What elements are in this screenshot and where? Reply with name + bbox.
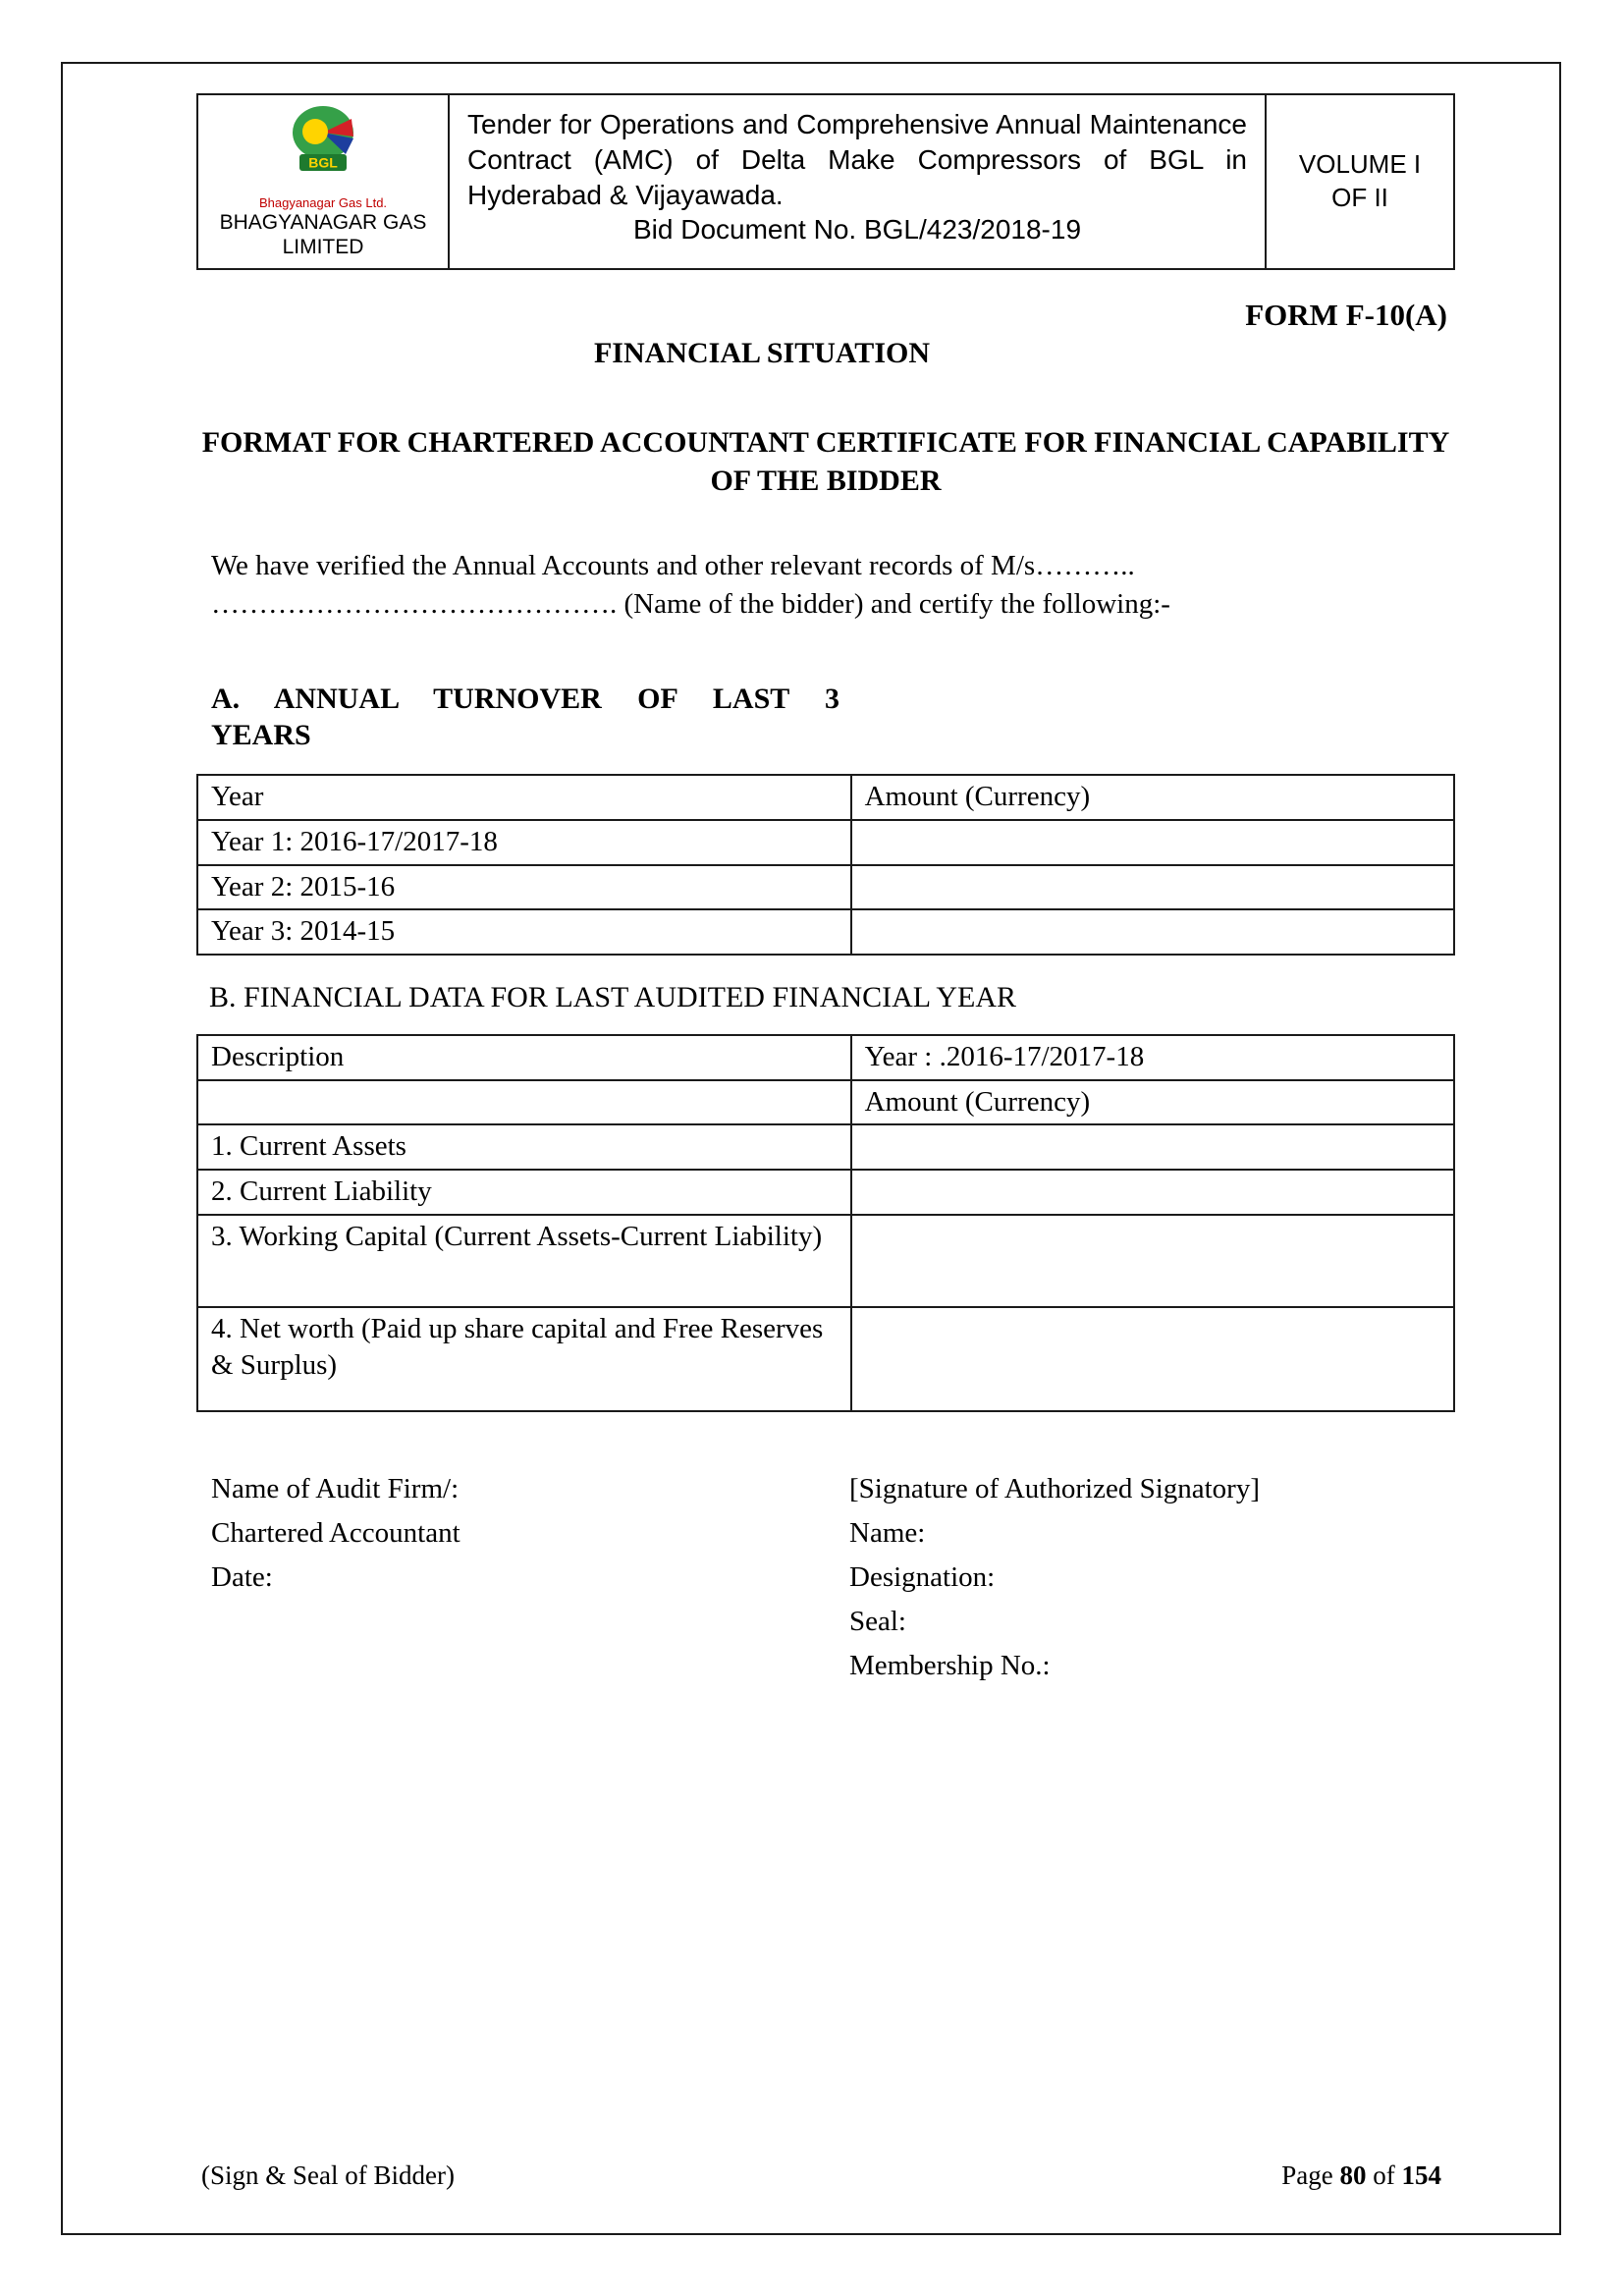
description-cell: 3. Working Capital (Current Assets-Current Liability) [197, 1215, 851, 1307]
table-row [197, 865, 1454, 910]
financial-data-table [196, 1034, 1455, 1412]
volume-cell [1267, 95, 1453, 268]
org-name-line2: LIMITED [282, 236, 364, 259]
description-cell: 1. Current Assets [197, 1124, 851, 1170]
seal-label: Seal: [849, 1605, 906, 1637]
chartered-accountant-label: Chartered Accountant [211, 1517, 460, 1550]
audit-firm-block [211, 1467, 849, 1688]
value-cell [851, 1215, 1454, 1307]
org-name-line1: BHAGYANAGAR GAS [219, 211, 427, 235]
table-row [197, 820, 1454, 865]
signature-block [211, 1467, 1455, 1688]
amount-header-cell: Amount (Currency) [851, 775, 1454, 820]
annual-turnover-table [196, 774, 1455, 956]
empty-cell [197, 1080, 851, 1125]
of-label: of [1366, 2160, 1402, 2190]
form-subtitle: FORMAT FOR CHARTERED ACCOUNTANT CERTIFICATE FOR FINANCIAL CAPABILITY OF THE BIDDER [201, 425, 1450, 497]
footer-sign-seal: (Sign & Seal of Bidder) [201, 2160, 455, 2190]
section-a-heading-line2: YEARS [211, 719, 311, 752]
year-cell: Year 1: 2016-17/2017-18 [197, 820, 851, 865]
section-b-heading: B. FINANCIAL DATA FOR LAST AUDITED FINANCIAL YEAR [209, 981, 1017, 1014]
table-subheader-row [197, 1080, 1454, 1125]
intro-line-2: ……………………………………. (Name of the bidder) and certify the following:- [211, 587, 1170, 620]
table-row [197, 1307, 1454, 1411]
year-cell: Year 3: 2014-15 [197, 909, 851, 955]
amount-cell [851, 820, 1454, 865]
amount-cell [851, 865, 1454, 910]
logo-cell [198, 95, 450, 268]
year-cell: Year 2: 2015-16 [197, 865, 851, 910]
table-row [197, 909, 1454, 955]
description-cell: 2. Current Liability [197, 1170, 851, 1215]
table-header-row [197, 1035, 1454, 1080]
amount-cell [851, 909, 1454, 955]
year-header-cell: Year [197, 775, 851, 820]
form-number: FORM F-10(A) [1245, 297, 1447, 332]
description-header-cell: Description [197, 1035, 851, 1080]
designation-label: Designation: [849, 1561, 996, 1594]
volume-line2: OF II [1331, 182, 1388, 212]
signatory-label: [Signature of Authorized Signatory] [849, 1473, 1260, 1505]
page-title: FINANCIAL SITUATION [593, 336, 930, 369]
logo-tagline: Bhagyanagar Gas Ltd. [258, 195, 388, 210]
page-total-value: 154 [1401, 2160, 1441, 2190]
table-header-row [197, 775, 1454, 820]
intro-paragraph [211, 547, 1455, 624]
title-cell [450, 95, 1267, 268]
signatory-block [849, 1467, 1455, 1688]
page-number [1281, 2160, 1441, 2191]
name-label: Name: [849, 1517, 926, 1550]
audit-firm-label: Name of Audit Firm/: [211, 1473, 460, 1505]
logo-acronym: BGL [308, 154, 338, 171]
bid-document-no: Bid Document No. BGL/423/2018-19 [632, 214, 1082, 246]
membership-no-label: Membership No.: [849, 1649, 1051, 1681]
value-cell [851, 1307, 1454, 1411]
year-value-header-cell: Year : .2016-17/2017-18 [851, 1035, 1454, 1080]
table-row [197, 1124, 1454, 1170]
tender-title: Tender for Operations and Comprehensive Annual Maintenance Contract (AMC) of Delta Make Compressors of BGL in Hyderabad & Vijayawada. [467, 109, 1247, 210]
amount-currency-header-cell: Amount (Currency) [851, 1080, 1454, 1125]
description-cell: 4. Net worth (Paid up share capital and Free Reserves & Surplus) [197, 1307, 851, 1411]
intro-line-1: We have verified the Annual Accounts and other relevant records of M/s……….. [211, 549, 1135, 581]
page-label: Page [1281, 2160, 1340, 2190]
value-cell [851, 1124, 1454, 1170]
section-a-heading [211, 681, 1455, 754]
volume-line1: VOLUME I [1298, 149, 1422, 180]
section-a-heading-line1: A. ANNUAL TURNOVER OF LAST 3 [211, 682, 839, 715]
table-row [197, 1215, 1454, 1307]
page-content [196, 93, 1455, 1688]
date-label: Date: [211, 1561, 273, 1594]
table-row [197, 1170, 1454, 1215]
bgl-logo-icon [273, 103, 373, 195]
document-header-table [196, 93, 1455, 270]
value-cell [851, 1170, 1454, 1215]
page-number-value: 80 [1339, 2160, 1367, 2190]
